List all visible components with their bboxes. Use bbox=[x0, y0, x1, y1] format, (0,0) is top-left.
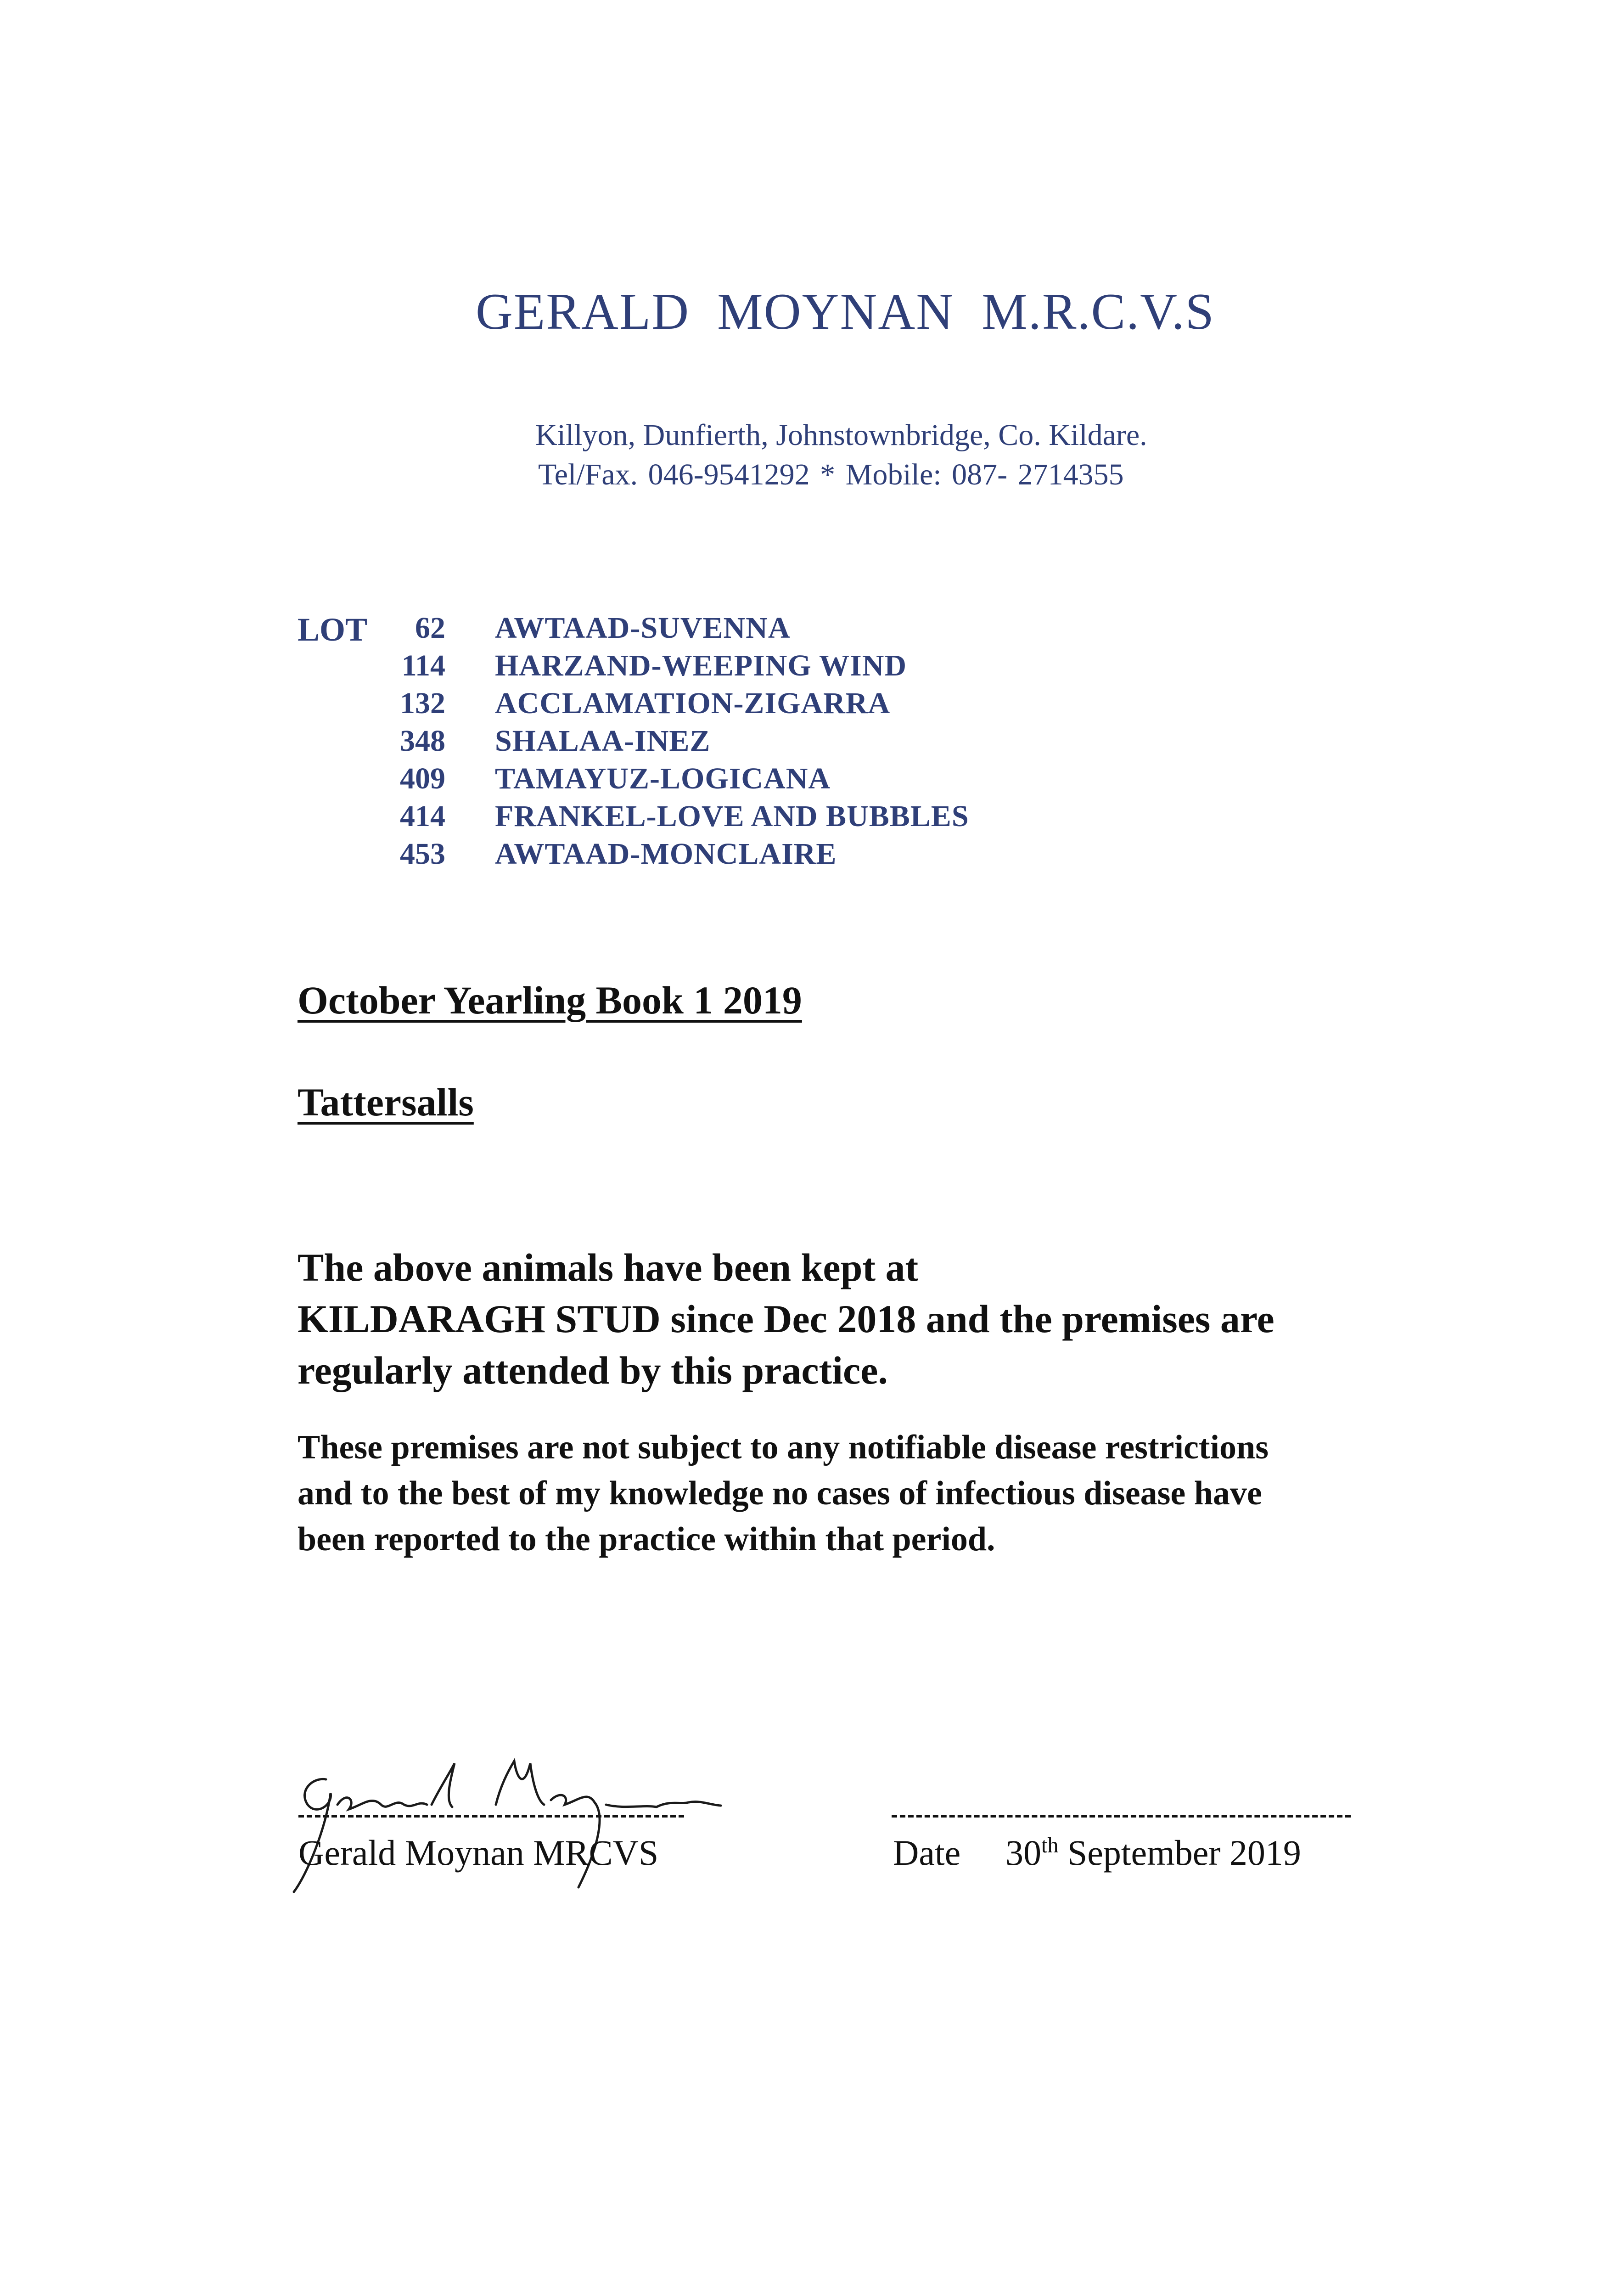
disclaimer-line: These premises are not subject to any notifiable disease restrictions bbox=[298, 1429, 1269, 1466]
statement-line: The above animals have been kept at bbox=[298, 1245, 919, 1289]
lot-number: 114 bbox=[401, 649, 445, 682]
lot-number: 409 bbox=[400, 762, 445, 795]
sale-title: October Yearling Book 1 2019 bbox=[298, 978, 802, 1022]
disclaimer-line: and to the best of my knowledge no cases of infectious disease have bbox=[298, 1474, 1262, 1512]
lot-label: LOT bbox=[298, 611, 368, 648]
lot-number: 453 bbox=[400, 837, 445, 871]
disclaimer-line: been reported to the practice within that period. bbox=[298, 1520, 995, 1558]
sale-venue: Tattersalls bbox=[298, 1080, 474, 1124]
lot-number: 62 bbox=[415, 611, 445, 645]
date-line bbox=[892, 1815, 1351, 1818]
date-rest: September 2019 bbox=[1058, 1833, 1301, 1873]
letterhead-address: Killyon, Dunfierth, Johnstownbridge, Co. Kildare. bbox=[535, 418, 1147, 452]
statement-line: KILDARAGH STUD since Dec 2018 and the premises are bbox=[298, 1297, 1275, 1341]
date-label: Date bbox=[893, 1833, 961, 1873]
lot-number: 414 bbox=[400, 799, 445, 833]
signer-name: Gerald Moynan MRCVS bbox=[298, 1833, 659, 1873]
letterhead-name: GERALD MOYNAN M.R.C.V.S bbox=[476, 283, 1215, 340]
lot-number: 132 bbox=[400, 687, 445, 720]
letterhead-contact: Tel/Fax. 046-9541292 * Mobile: 087- 2714355 bbox=[538, 458, 1124, 491]
statement-line: regularly attended by this practice. bbox=[298, 1348, 888, 1392]
lot-name: ACCLAMATION-ZIGARRA bbox=[495, 687, 891, 720]
handwritten-signature bbox=[257, 1736, 762, 1910]
lot-name: SHALAA-INEZ bbox=[495, 724, 711, 758]
lot-name: HARZAND-WEEPING WIND bbox=[495, 649, 907, 682]
lot-name: FRANKEL-LOVE AND BUBBLES bbox=[495, 799, 969, 833]
lot-name: TAMAYUZ-LOGICANA bbox=[495, 762, 831, 795]
lot-name: AWTAAD-MONCLAIRE bbox=[495, 837, 837, 871]
lot-number: 348 bbox=[400, 724, 445, 758]
date-suffix: th bbox=[1041, 1833, 1059, 1857]
lot-name: AWTAAD-SUVENNA bbox=[495, 611, 791, 645]
date-day: 30 bbox=[1005, 1833, 1041, 1873]
date-value bbox=[1005, 1832, 1301, 1874]
